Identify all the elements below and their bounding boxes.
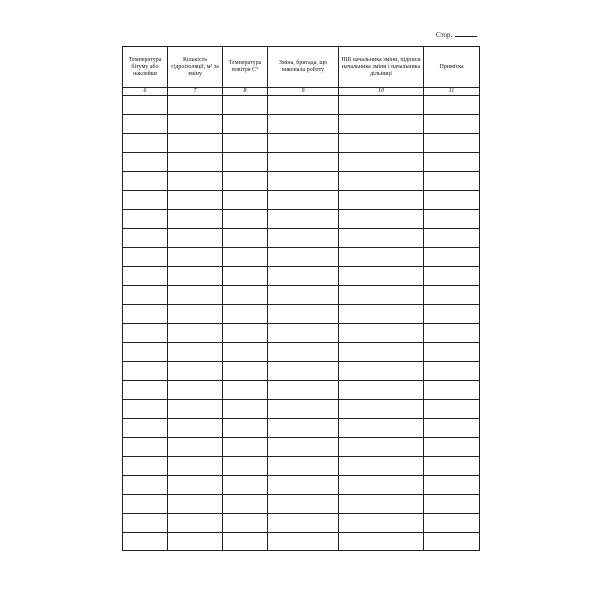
table-cell: [339, 286, 424, 305]
table-cell: [424, 248, 480, 267]
table-cell: [223, 533, 268, 551]
table-cell: [168, 267, 223, 286]
page-number-label: Стор.: [436, 31, 453, 39]
table-cell: [268, 305, 339, 324]
table-row: [123, 343, 480, 362]
table-cell: [424, 286, 480, 305]
table-cell: [424, 400, 480, 419]
table-cell: [168, 172, 223, 191]
table-row: [123, 305, 480, 324]
table-cell: [223, 438, 268, 457]
column-header: Температура повітря С°: [223, 47, 268, 88]
table-cell: [223, 267, 268, 286]
table-cell: [424, 495, 480, 514]
table-cell: [424, 324, 480, 343]
table-cell: [123, 305, 168, 324]
table-cell: [268, 267, 339, 286]
table-cell: [168, 96, 223, 115]
table-cell: [424, 343, 480, 362]
table-cell: [168, 381, 223, 400]
table-cell: [123, 438, 168, 457]
table-cell: [268, 96, 339, 115]
table-cell: [424, 305, 480, 324]
column-header: Температура бітуму або наклейки: [123, 47, 168, 88]
table-cell: [123, 134, 168, 153]
table-cell: [268, 400, 339, 419]
table-cell: [168, 400, 223, 419]
table-cell: [223, 419, 268, 438]
table-cell: [168, 476, 223, 495]
table-row: [123, 533, 480, 551]
table-cell: [339, 305, 424, 324]
table-cell: [339, 324, 424, 343]
table-cell: [168, 457, 223, 476]
table-cell: [339, 153, 424, 172]
table-cell: [424, 210, 480, 229]
table-cell: [168, 248, 223, 267]
table-cell: [339, 210, 424, 229]
table-cell: [339, 134, 424, 153]
table-cell: [339, 96, 424, 115]
table-row: [123, 248, 480, 267]
table-cell: [223, 476, 268, 495]
table-cell: [123, 153, 168, 172]
table-cell: [424, 381, 480, 400]
table-cell: [223, 286, 268, 305]
table-cell: [223, 457, 268, 476]
table-cell: [424, 457, 480, 476]
table-row: [123, 172, 480, 191]
table-cell: [223, 191, 268, 210]
table-row: [123, 438, 480, 457]
table-cell: [268, 229, 339, 248]
table-cell: [268, 457, 339, 476]
table-cell: [168, 115, 223, 134]
table-cell: [424, 153, 480, 172]
table-cell: [223, 381, 268, 400]
table-cell: [223, 96, 268, 115]
column-header: Примітка: [424, 47, 480, 88]
column-number: 8: [223, 88, 268, 96]
table-cell: [123, 514, 168, 533]
table-cell: [223, 514, 268, 533]
table-cell: [223, 305, 268, 324]
table-cell: [123, 362, 168, 381]
table-cell: [168, 286, 223, 305]
table-cell: [339, 191, 424, 210]
table-row: [123, 495, 480, 514]
table-cell: [223, 210, 268, 229]
table-cell: [424, 229, 480, 248]
table-cell: [424, 134, 480, 153]
table-cell: [123, 172, 168, 191]
column-number: 7: [168, 88, 223, 96]
table-cell: [268, 248, 339, 267]
table-row: [123, 324, 480, 343]
table-cell: [223, 248, 268, 267]
table-cell: [268, 286, 339, 305]
table-cell: [223, 115, 268, 134]
page-number-field: [436, 31, 477, 39]
table-cell: [123, 286, 168, 305]
table-cell: [339, 381, 424, 400]
table-cell: [268, 362, 339, 381]
table-row: [123, 96, 480, 115]
table-cell: [268, 419, 339, 438]
table-cell: [339, 343, 424, 362]
table-cell: [223, 229, 268, 248]
table-cell: [424, 362, 480, 381]
table-cell: [424, 115, 480, 134]
table-cell: [268, 134, 339, 153]
table-cell: [268, 153, 339, 172]
table-row: [123, 476, 480, 495]
table-cell: [268, 172, 339, 191]
table-cell: [168, 229, 223, 248]
table-row: [123, 134, 480, 153]
table-cell: [424, 514, 480, 533]
table-row: [123, 229, 480, 248]
table-cell: [123, 381, 168, 400]
table-row: [123, 514, 480, 533]
table-cell: [268, 533, 339, 551]
table-cell: [123, 324, 168, 343]
table-row: [123, 419, 480, 438]
table-cell: [268, 476, 339, 495]
table-cell: [168, 438, 223, 457]
table-cell: [223, 153, 268, 172]
table-row: [123, 457, 480, 476]
table-row: [123, 115, 480, 134]
table-cell: [123, 267, 168, 286]
table-cell: [339, 172, 424, 191]
table-cell: [268, 495, 339, 514]
table-row: [123, 400, 480, 419]
column-number: 9: [268, 88, 339, 96]
table-cell: [168, 191, 223, 210]
table-cell: [223, 495, 268, 514]
table-row: [123, 286, 480, 305]
table-cell: [339, 514, 424, 533]
table-cell: [339, 495, 424, 514]
table-cell: [339, 248, 424, 267]
table-cell: [268, 343, 339, 362]
header-row: [123, 47, 480, 88]
column-number: 10: [339, 88, 424, 96]
table-cell: [424, 476, 480, 495]
table-cell: [123, 533, 168, 551]
table-cell: [123, 229, 168, 248]
journal-table: [122, 46, 480, 551]
table-cell: [424, 438, 480, 457]
table-cell: [223, 343, 268, 362]
table-cell: [268, 210, 339, 229]
table-cell: [268, 115, 339, 134]
table-cell: [339, 229, 424, 248]
table-cell: [123, 419, 168, 438]
table-cell: [223, 172, 268, 191]
table-row: [123, 362, 480, 381]
table-cell: [339, 362, 424, 381]
table-cell: [223, 362, 268, 381]
table-row: [123, 153, 480, 172]
table-cell: [123, 210, 168, 229]
page-number-blank: [455, 36, 477, 37]
table-row: [123, 191, 480, 210]
table-cell: [339, 476, 424, 495]
table-cell: [123, 476, 168, 495]
table-cell: [123, 457, 168, 476]
table-cell: [268, 191, 339, 210]
table-cell: [168, 343, 223, 362]
table-cell: [424, 533, 480, 551]
table-cell: [339, 419, 424, 438]
table-row: [123, 267, 480, 286]
column-number-row: [123, 88, 480, 96]
table-cell: [168, 210, 223, 229]
table-cell: [268, 381, 339, 400]
table-cell: [223, 134, 268, 153]
table-cell: [339, 400, 424, 419]
column-header: ПІБ начальника зміни, підписи начальника зміни і начальника дільниці: [339, 47, 424, 88]
table-cell: [223, 324, 268, 343]
table-cell: [424, 172, 480, 191]
column-header: Кількість гідроізоляції, м² за зміну: [168, 47, 223, 88]
column-number: 6: [123, 88, 168, 96]
table-row: [123, 381, 480, 400]
table-cell: [168, 305, 223, 324]
table-cell: [168, 495, 223, 514]
table-cell: [339, 533, 424, 551]
table-cell: [424, 96, 480, 115]
table-cell: [123, 343, 168, 362]
table-cell: [168, 514, 223, 533]
table-cell: [123, 115, 168, 134]
table-cell: [168, 362, 223, 381]
table-row: [123, 210, 480, 229]
table-cell: [223, 400, 268, 419]
table-cell: [339, 438, 424, 457]
table-cell: [268, 438, 339, 457]
table-cell: [424, 419, 480, 438]
table-cell: [424, 191, 480, 210]
table-cell: [424, 267, 480, 286]
table-cell: [168, 153, 223, 172]
table-cell: [168, 419, 223, 438]
table-cell: [268, 324, 339, 343]
column-header: Зміна, бригада, що виконала роботу: [268, 47, 339, 88]
table-cell: [168, 134, 223, 153]
column-number: 11: [424, 88, 480, 96]
table-cell: [168, 324, 223, 343]
table-cell: [123, 400, 168, 419]
table-cell: [123, 191, 168, 210]
table-cell: [339, 457, 424, 476]
table-cell: [339, 267, 424, 286]
table-cell: [168, 533, 223, 551]
table-cell: [123, 495, 168, 514]
table-cell: [123, 248, 168, 267]
table-cell: [123, 96, 168, 115]
table-cell: [268, 514, 339, 533]
table-cell: [339, 115, 424, 134]
